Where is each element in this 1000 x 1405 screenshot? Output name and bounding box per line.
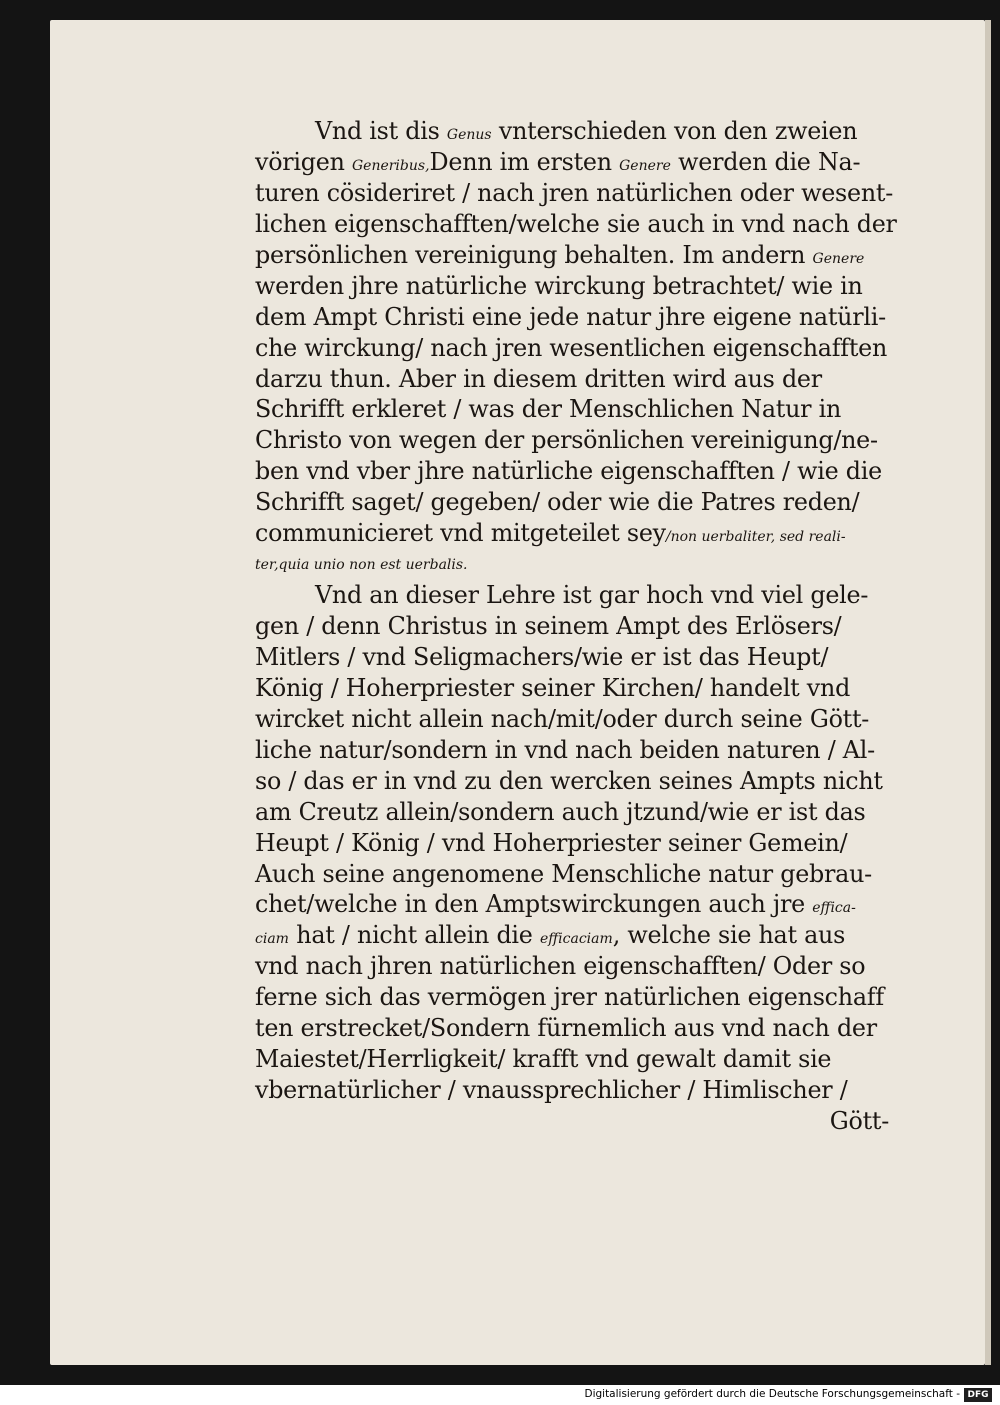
- text-line: [255, 487, 895, 518]
- text-line: [255, 178, 895, 209]
- text-segment: am Creutz allein/sondern auch jtzund/wie er ist das: [255, 797, 866, 826]
- text-line: [255, 797, 895, 828]
- text-line: [255, 116, 895, 147]
- text-line: [255, 302, 895, 333]
- text-segment: vnterschieden von den zweien: [491, 117, 858, 145]
- text-line: [255, 333, 895, 364]
- text-segment: ten erstrecket/Sondern fürnemlich aus vnd nach der: [255, 1014, 877, 1043]
- text-line: [255, 982, 895, 1013]
- text-segment: vbernatürlicher / vnaussprechlicher / Himlischer /: [255, 1076, 848, 1105]
- text-segment: dem Ampt Christi eine jede natur jhre eigene natürli-: [255, 302, 886, 331]
- text-line: [255, 147, 895, 178]
- text-segment: ferne sich das vermögen jrer natürlichen eigenschaff: [255, 983, 884, 1012]
- text-line: [255, 673, 895, 704]
- text-segment: Vnd ist dis: [315, 117, 447, 145]
- latin-gloss: ter,quia unio non est uerbalis.: [255, 557, 468, 574]
- text-segment: Gött-: [829, 1107, 889, 1135]
- text-line: [255, 920, 895, 951]
- text-line: [255, 364, 895, 395]
- text-segment: ben vnd vber jhre natürliche eigenschafften / wie die: [255, 457, 882, 486]
- text-segment: wircket nicht allein nach/mit/oder durch seine Gött-: [255, 704, 870, 733]
- text-segment: darzu thun. Aber in diesem dritten wird aus der: [255, 364, 822, 393]
- text-segment: , welche sie hat aus: [612, 921, 846, 950]
- latin-gloss: /non uerbaliter, sed reali-: [665, 529, 846, 546]
- text-line: [255, 549, 895, 580]
- text-line: [255, 611, 895, 642]
- text-segment: werden jhre natürliche wirckung betrachtet/ wie in: [255, 271, 863, 300]
- text-segment: Schrifft saget/ gegeben/ oder wie die Patres reden/: [255, 488, 860, 517]
- text-line: [255, 209, 895, 240]
- latin-gloss: efficaciam: [539, 931, 613, 948]
- text-line: [255, 889, 895, 920]
- text-line: [255, 766, 895, 797]
- text-line: [255, 456, 895, 487]
- page-edge: [985, 20, 991, 1365]
- text-segment: Mitlers / vnd Seligmachers/wie er ist das Heupt/: [255, 642, 829, 671]
- text-segment: turen cösideriret / nach jren natürlichen oder wesent-: [255, 178, 894, 207]
- text-line: [255, 1075, 895, 1106]
- text-segment: Maiestet/Herrligkeit/ krafft vnd gewalt damit sie: [255, 1045, 832, 1074]
- text-line: [255, 951, 895, 982]
- text-segment: Schrifft erkleret / was der Menschlichen Natur in: [255, 395, 842, 424]
- page-text: [255, 116, 895, 1137]
- text-line: [255, 240, 895, 271]
- text-line: [255, 828, 895, 859]
- text-segment: che wirckung/ nach jren wesentlichen eigenschafften: [255, 333, 888, 362]
- text-line: [255, 394, 895, 425]
- text-segment: Christo von wegen der persönlichen vereinigung/ne-: [255, 426, 878, 455]
- text-segment: chet/welche in den Amptswirckungen auch jre: [255, 890, 813, 919]
- text-segment: vörigen: [255, 147, 352, 176]
- text-segment: Heupt / König / vnd Hoherpriester seiner Gemein/: [255, 828, 848, 857]
- footer: [0, 1385, 1000, 1405]
- latin-gloss: ciam: [255, 931, 289, 948]
- text-segment: vnd nach jhren natürlichen eigenschafften/ Oder so: [255, 952, 866, 981]
- text-line: [255, 1013, 895, 1044]
- text-line: [255, 859, 895, 890]
- text-segment: Auch seine angenomene Menschliche natur gebrau-: [255, 859, 872, 888]
- text-segment: hat / nicht allein die: [288, 921, 540, 950]
- text-line: [255, 642, 895, 673]
- text-segment: werden die Na-: [670, 147, 861, 176]
- text-segment: lichen eigenschafften/welche sie auch in vnd nach der: [255, 209, 897, 238]
- footer-credit: Digitalisierung gefördert durch die Deutsche Forschungsgemeinschaft -: [584, 1388, 960, 1400]
- text-segment: Denn im ersten: [429, 147, 620, 176]
- text-line: [255, 1044, 895, 1075]
- text-line: [255, 518, 895, 549]
- text-segment: persönlichen vereinigung behalten. Im andern: [255, 240, 813, 269]
- text-segment: gen / denn Christus in seinem Ampt des Erlösers/: [255, 612, 842, 640]
- latin-gloss: Genere: [619, 157, 671, 174]
- text-line: [255, 735, 895, 766]
- text-segment: Vnd an dieser Lehre ist gar hoch vnd viel gele-: [315, 581, 869, 610]
- text-segment: König / Hoherpriester seiner Kirchen/ handelt vnd: [255, 673, 851, 702]
- text-segment: communicieret vnd mitgeteilet sey: [255, 519, 666, 548]
- latin-gloss: effica-: [812, 900, 856, 917]
- text-line: [255, 425, 895, 456]
- latin-gloss: Generibus,: [351, 157, 430, 174]
- text-segment: liche natur/sondern in vnd nach beiden naturen / Al-: [255, 735, 875, 764]
- latin-gloss: Genere: [812, 250, 865, 267]
- text-line: [255, 271, 895, 302]
- dfg-logo: DFG: [964, 1388, 992, 1402]
- catchword: [255, 1106, 895, 1137]
- text-segment: so / das er in vnd zu den wercken seines Ampts nicht: [255, 766, 883, 795]
- latin-gloss: Genus: [446, 127, 492, 143]
- text-line: [255, 704, 895, 735]
- text-line: [255, 580, 895, 611]
